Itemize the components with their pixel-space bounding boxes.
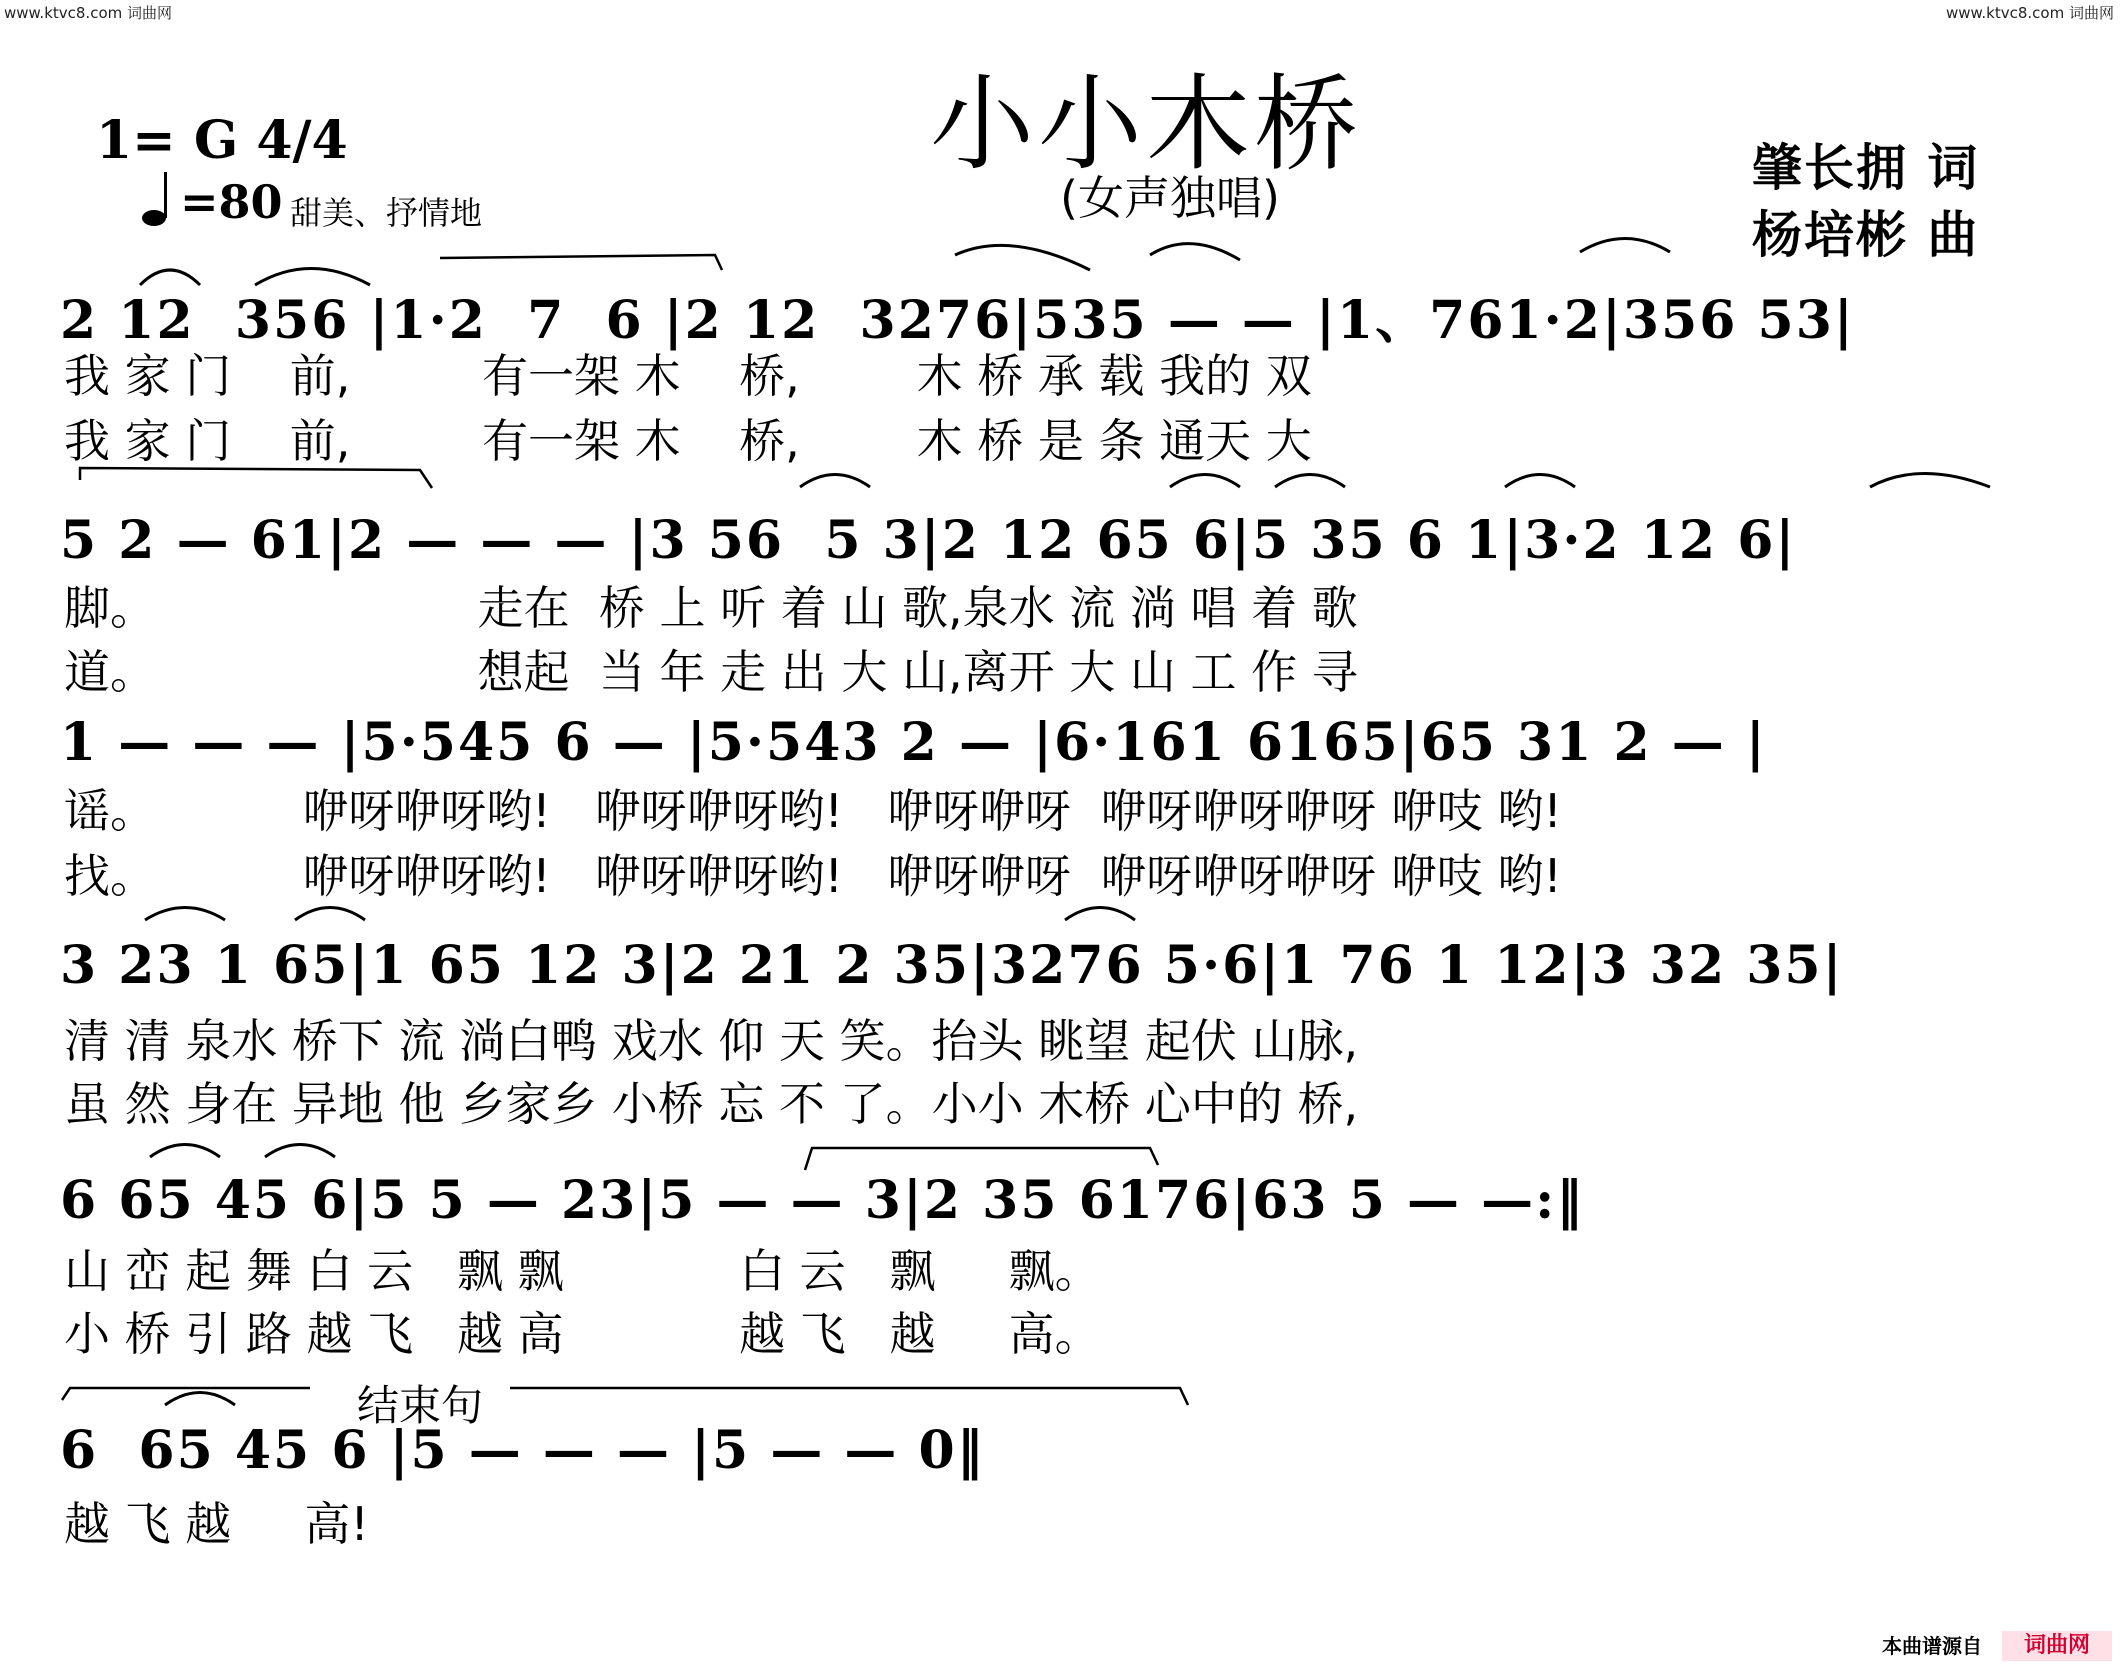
footer-source-text: 本曲谱源自 bbox=[1882, 1634, 1982, 1658]
slur-arc bbox=[295, 908, 365, 921]
watermark-left: www.ktvc8.com 词曲网 bbox=[4, 4, 173, 22]
key-signature: 1= G 4/4 bbox=[96, 110, 348, 171]
footer-logo: 词曲网 bbox=[2002, 1631, 2112, 1661]
slur-arc bbox=[165, 1393, 235, 1406]
slur-arc bbox=[1170, 475, 1240, 488]
composer-credit: 杨培彬 曲 bbox=[1752, 206, 1980, 264]
score-line-3-notes: 1 — — — |5·545 6 — |5·543 2 — |6·161 6165|65 31 2 — | bbox=[60, 712, 1767, 773]
score-line-1-verse-1: 我 家 门 前, 有一架 木 桥, 木 桥 承 载 我的 双 bbox=[64, 349, 1312, 403]
score-line-6-verse-1: 越 飞 越 高! bbox=[64, 1497, 369, 1551]
tempo-mood: 甜美、抒情地 bbox=[290, 194, 483, 232]
slur-arc bbox=[1870, 474, 1990, 488]
slur-marks bbox=[140, 239, 1990, 1406]
score-line-4-verse-1: 清 清 泉水 桥下 流 淌白鸭 戏水 仰 天 笑。抬头 眺望 起伏 山脉, bbox=[64, 1014, 1359, 1068]
slur-arc bbox=[145, 908, 225, 921]
song-title: 小小木桥 bbox=[930, 63, 1363, 185]
bracket-line bbox=[805, 1148, 1158, 1170]
lyricist-credit: 肇长拥 词 bbox=[1752, 139, 1980, 197]
score-line-3-verse-1: 谣。 咿呀咿呀哟! 咿呀咿呀哟! 咿呀咿呀 咿呀咿呀咿呀 咿吱 哟! bbox=[64, 784, 1562, 838]
song-subtitle: (女声独唱) bbox=[1060, 171, 1280, 225]
tempo-marking: =80 bbox=[180, 175, 283, 229]
slur-arc bbox=[1580, 239, 1670, 253]
bracket-line bbox=[80, 468, 432, 488]
slur-arc bbox=[150, 1145, 220, 1158]
bracket-line bbox=[440, 255, 722, 270]
score-line-5-notes: 6 65 45 6|5 5 — 23|5 — — 3|2 35 6176|63 5 — —:‖ bbox=[60, 1170, 1585, 1231]
slur-arc bbox=[1275, 475, 1345, 488]
score-line-5-verse-2: 小 桥 引 路 越 飞 越 高 越 飞 越 高。 bbox=[64, 1307, 1101, 1361]
score-line-4-notes: 3 23 1 65|1 65 12 3|2 21 2 35|3276 5·6|1 76 1 12|3 32 35| bbox=[60, 935, 1844, 996]
score-line-2-notes: 5 2 — 61|2 — — — |3 56 5 3|2 12 65 6|5 35 6 1|3·2 12 6| bbox=[60, 510, 1797, 571]
slur-arc bbox=[265, 1145, 335, 1158]
score-line-2-verse-2: 道。 想起 当 年 走 出 大 山,离开 大 山 工 作 寻 bbox=[64, 645, 1358, 699]
bracket-line bbox=[510, 1388, 1188, 1405]
score-line-3-verse-2: 找。 咿呀咿呀哟! 咿呀咿呀哟! 咿呀咿呀 咿呀咿呀咿呀 咿吱 哟! bbox=[64, 849, 1562, 903]
score-line-2-verse-1: 脚。 走在 桥 上 听 着 山 歌,泉水 流 淌 唱 着 歌 bbox=[64, 581, 1358, 635]
volta-brackets bbox=[62, 255, 1188, 1405]
score-line-6-notes: 6 65 45 6 |5 — — — |5 — — 0‖ bbox=[60, 1420, 985, 1481]
score-line-1-notes: 2 12 356 |1·2 7 6 |2 12 3276|535 — — |1、761·2|356 53| bbox=[60, 290, 1855, 351]
slur-arc bbox=[1150, 244, 1240, 260]
slur-arc bbox=[140, 270, 200, 285]
score-line-1-verse-2: 我 家 门 前, 有一架 木 桥, 木 桥 是 条 通天 大 bbox=[64, 414, 1312, 468]
score-line-4-verse-2: 虽 然 身在 异地 他 乡家乡 小桥 忘 不 了。小小 木桥 心中的 桥, bbox=[64, 1077, 1359, 1131]
watermark-right: www.ktvc8.com 词曲网 bbox=[1945, 4, 2114, 22]
slur-arc bbox=[800, 475, 870, 488]
slur-arc bbox=[955, 245, 1090, 270]
ending-phrase-label: 结束句 bbox=[357, 1381, 484, 1430]
slur-arc bbox=[1065, 908, 1135, 921]
slur-arc bbox=[255, 269, 370, 286]
score-line-5-verse-1: 山 峦 起 舞 白 云 飘 飘 白 云 飘 飘。 bbox=[64, 1244, 1101, 1298]
slur-arc bbox=[1505, 475, 1575, 488]
